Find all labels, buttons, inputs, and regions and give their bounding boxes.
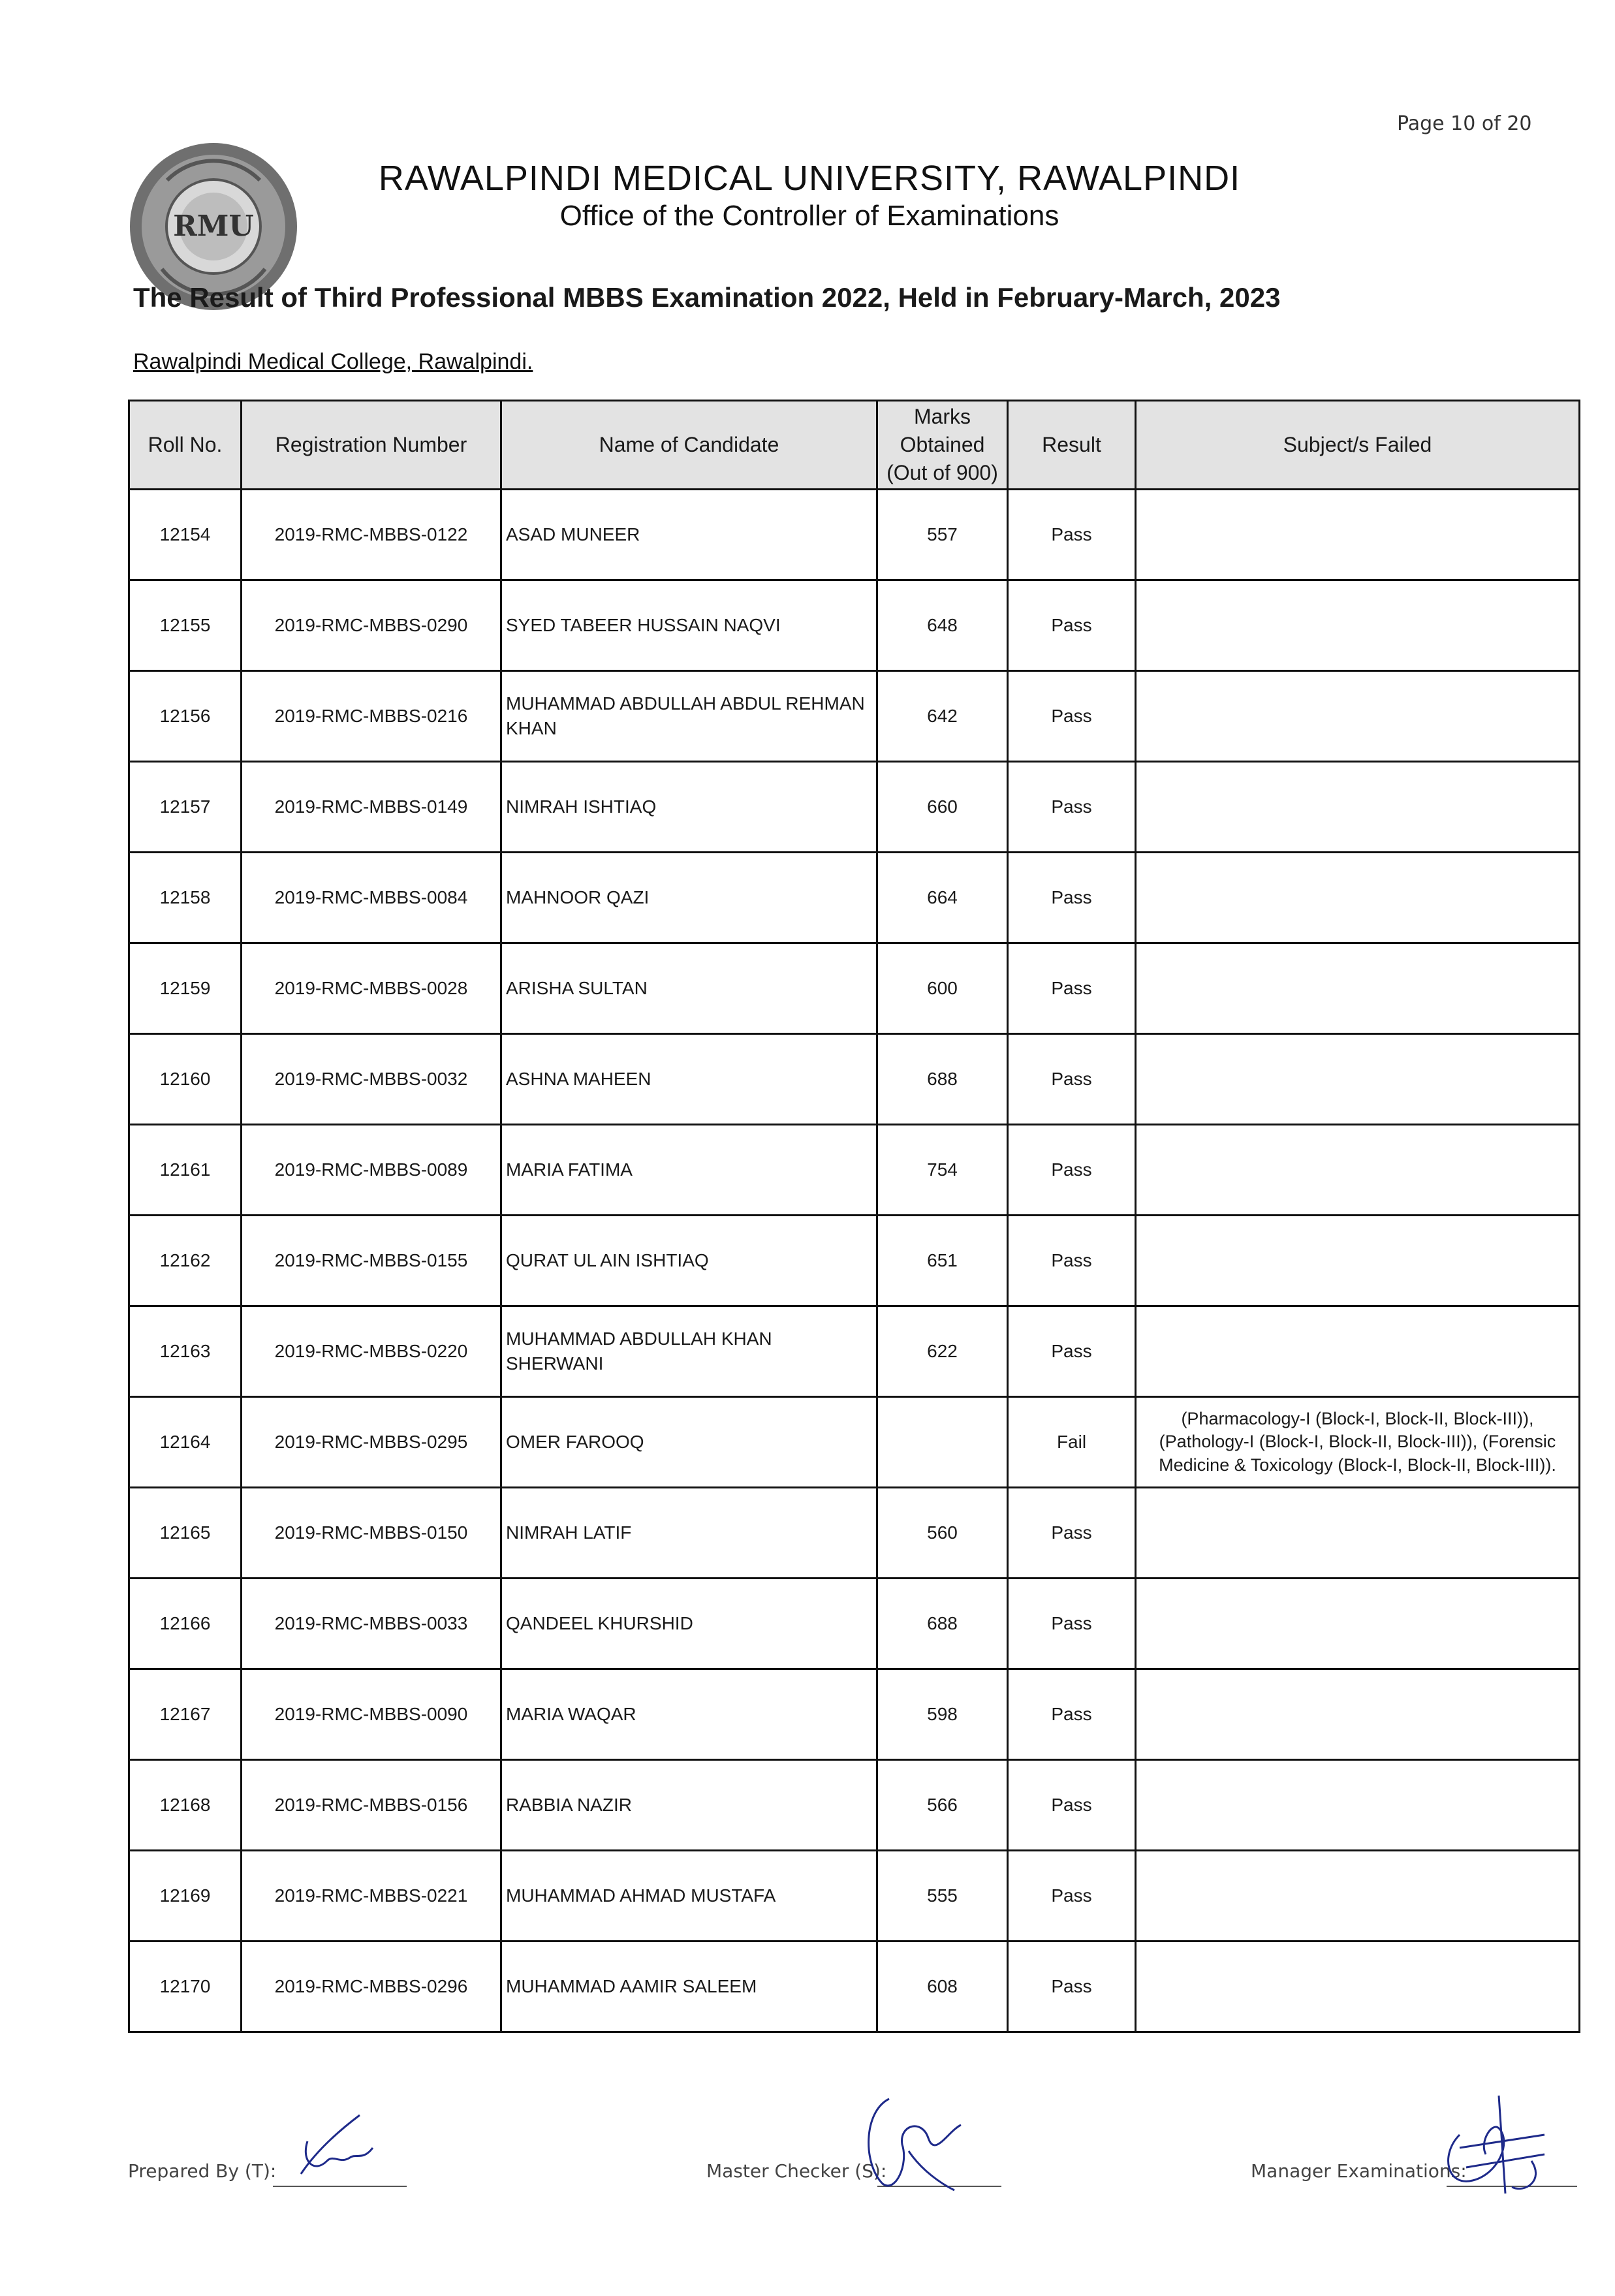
result-cell: Pass bbox=[1008, 762, 1136, 853]
candidate-name-cell: MARIA FATIMA bbox=[501, 1125, 877, 1216]
registration-cell: 2019-RMC-MBBS-0156 bbox=[242, 1760, 501, 1851]
candidate-name-cell: RABBIA NAZIR bbox=[501, 1760, 877, 1851]
master-checker-signature bbox=[850, 2086, 980, 2197]
marks-cell: 600 bbox=[877, 943, 1008, 1034]
result-cell: Pass bbox=[1008, 1760, 1136, 1851]
table-row bbox=[129, 853, 1580, 943]
subjects-failed-cell bbox=[1136, 762, 1580, 853]
marks-cell: 648 bbox=[877, 580, 1008, 671]
registration-cell: 2019-RMC-MBBS-0155 bbox=[242, 1216, 501, 1306]
result-cell: Pass bbox=[1008, 1851, 1136, 1942]
result-cell: Pass bbox=[1008, 1942, 1136, 2032]
header-marks-line1: Marks bbox=[913, 404, 971, 428]
marks-cell: 566 bbox=[877, 1760, 1008, 1851]
registration-cell: 2019-RMC-MBBS-0295 bbox=[242, 1397, 501, 1488]
roll-no-cell: 12155 bbox=[129, 580, 242, 671]
office-name: Office of the Controller of Examinations bbox=[559, 200, 1059, 232]
registration-cell: 2019-RMC-MBBS-0220 bbox=[242, 1306, 501, 1397]
subjects-failed-cell bbox=[1136, 1579, 1580, 1669]
registration-cell: 2019-RMC-MBBS-0032 bbox=[242, 1034, 501, 1125]
header-subjects-failed: Subject/s Failed bbox=[1136, 401, 1580, 490]
header-marks-line2: Obtained bbox=[900, 432, 985, 456]
marks-cell: 555 bbox=[877, 1851, 1008, 1942]
header-marks-line3: (Out of 900) bbox=[886, 461, 998, 485]
roll-no-cell: 12161 bbox=[129, 1125, 242, 1216]
header-registration-number: Registration Number bbox=[242, 401, 501, 490]
candidate-name-cell: OMER FAROOQ bbox=[501, 1397, 877, 1488]
candidate-name-cell: ASAD MUNEER bbox=[501, 490, 877, 580]
registration-cell: 2019-RMC-MBBS-0084 bbox=[242, 853, 501, 943]
header-roll-no: Roll No. bbox=[129, 401, 242, 490]
candidate-name-cell: QURAT UL AIN ISHTIAQ bbox=[501, 1216, 877, 1306]
manager-examinations-label: Manager Examinations: bbox=[1251, 2160, 1467, 2182]
marks-cell: 642 bbox=[877, 671, 1008, 762]
master-checker-label: Master Checker (S): bbox=[706, 2160, 887, 2182]
result-cell: Pass bbox=[1008, 1579, 1136, 1669]
results-table bbox=[128, 400, 1580, 2033]
registration-cell: 2019-RMC-MBBS-0296 bbox=[242, 1942, 501, 2032]
registration-cell: 2019-RMC-MBBS-0221 bbox=[242, 1851, 501, 1942]
table-row bbox=[129, 943, 1580, 1034]
table-row bbox=[129, 1942, 1580, 2032]
table-row bbox=[129, 580, 1580, 671]
table-row bbox=[129, 1306, 1580, 1397]
subjects-failed-cell: (Pharmacology-I (Block-I, Block-II, Block-III)), (Pathology-I (Block-I, Block-II, Block-III)), (Forensic Medicine & Toxicology (Block-I, Block-II, Block-III)). bbox=[1136, 1397, 1580, 1488]
subjects-failed-cell bbox=[1136, 1942, 1580, 2032]
registration-cell: 2019-RMC-MBBS-0122 bbox=[242, 490, 501, 580]
table-row bbox=[129, 1034, 1580, 1125]
subjects-failed-cell bbox=[1136, 1216, 1580, 1306]
roll-no-cell: 12163 bbox=[129, 1306, 242, 1397]
manager-signature bbox=[1434, 2089, 1558, 2200]
result-cell: Pass bbox=[1008, 853, 1136, 943]
marks-cell: 598 bbox=[877, 1669, 1008, 1760]
result-cell: Pass bbox=[1008, 580, 1136, 671]
result-cell: Pass bbox=[1008, 1216, 1136, 1306]
subjects-failed-cell bbox=[1136, 1669, 1580, 1760]
table-row bbox=[129, 1216, 1580, 1306]
candidate-name-cell: NIMRAH LATIF bbox=[501, 1488, 877, 1579]
subjects-failed-cell bbox=[1136, 1488, 1580, 1579]
registration-cell: 2019-RMC-MBBS-0033 bbox=[242, 1579, 501, 1669]
roll-no-cell: 12159 bbox=[129, 943, 242, 1034]
roll-no-cell: 12160 bbox=[129, 1034, 242, 1125]
marks-cell: 557 bbox=[877, 490, 1008, 580]
roll-no-cell: 12156 bbox=[129, 671, 242, 762]
result-cell: Fail bbox=[1008, 1397, 1136, 1488]
roll-no-cell: 12164 bbox=[129, 1397, 242, 1488]
marks-cell: 660 bbox=[877, 762, 1008, 853]
roll-no-cell: 12157 bbox=[129, 762, 242, 853]
university-name: RAWALPINDI MEDICAL UNIVERSITY, RAWALPINDI bbox=[378, 159, 1241, 198]
marks-cell: 651 bbox=[877, 1216, 1008, 1306]
result-cell: Pass bbox=[1008, 1125, 1136, 1216]
roll-no-cell: 12166 bbox=[129, 1579, 242, 1669]
roll-no-cell: 12169 bbox=[129, 1851, 242, 1942]
subjects-failed-cell bbox=[1136, 853, 1580, 943]
registration-cell: 2019-RMC-MBBS-0150 bbox=[242, 1488, 501, 1579]
candidate-name-cell: MAHNOOR QAZI bbox=[501, 853, 877, 943]
roll-no-cell: 12167 bbox=[129, 1669, 242, 1760]
candidate-name-cell: MARIA WAQAR bbox=[501, 1669, 877, 1760]
master-checker-block bbox=[706, 2115, 1007, 2194]
logo-monogram: RMU bbox=[173, 210, 254, 243]
prepared-by-block bbox=[128, 2115, 415, 2194]
table-row bbox=[129, 762, 1580, 853]
result-cell: Pass bbox=[1008, 490, 1136, 580]
result-cell: Pass bbox=[1008, 1034, 1136, 1125]
table-row bbox=[129, 1488, 1580, 1579]
marks-cell: 688 bbox=[877, 1034, 1008, 1125]
candidate-name-cell: NIMRAH ISHTIAQ bbox=[501, 762, 877, 853]
candidate-name-cell: MUHAMMAD AHMAD MUSTAFA bbox=[501, 1851, 877, 1942]
table-row bbox=[129, 1851, 1580, 1942]
table-row bbox=[129, 671, 1580, 762]
subjects-failed-cell bbox=[1136, 1760, 1580, 1851]
roll-no-cell: 12168 bbox=[129, 1760, 242, 1851]
roll-no-cell: 12165 bbox=[129, 1488, 242, 1579]
candidate-name-cell: MUHAMMAD ABDULLAH KHAN SHERWANI bbox=[501, 1306, 877, 1397]
candidate-name-cell: SYED TABEER HUSSAIN NAQVI bbox=[501, 580, 877, 671]
header-candidate-name: Name of Candidate bbox=[501, 401, 877, 490]
marks-cell bbox=[877, 1397, 1008, 1488]
roll-no-cell: 12162 bbox=[129, 1216, 242, 1306]
table-row bbox=[129, 1397, 1580, 1488]
table-row bbox=[129, 1125, 1580, 1216]
subjects-failed-cell bbox=[1136, 943, 1580, 1034]
result-cell: Pass bbox=[1008, 671, 1136, 762]
roll-no-cell: 12154 bbox=[129, 490, 242, 580]
subjects-failed-cell bbox=[1136, 490, 1580, 580]
registration-cell: 2019-RMC-MBBS-0090 bbox=[242, 1669, 501, 1760]
registration-cell: 2019-RMC-MBBS-0028 bbox=[242, 943, 501, 1034]
subjects-failed-cell bbox=[1136, 1125, 1580, 1216]
marks-cell: 560 bbox=[877, 1488, 1008, 1579]
marks-cell: 754 bbox=[877, 1125, 1008, 1216]
header-marks-obtained bbox=[877, 401, 1008, 490]
result-cell: Pass bbox=[1008, 1669, 1136, 1760]
subjects-failed-cell bbox=[1136, 671, 1580, 762]
subjects-failed-cell bbox=[1136, 1034, 1580, 1125]
registration-cell: 2019-RMC-MBBS-0089 bbox=[242, 1125, 501, 1216]
subjects-failed-cell bbox=[1136, 1851, 1580, 1942]
exam-title: The Result of Third Professional MBBS Examination 2022, Held in February-March, 2023 bbox=[133, 282, 1281, 313]
table-row bbox=[129, 490, 1580, 580]
candidate-name-cell: ARISHA SULTAN bbox=[501, 943, 877, 1034]
table-row bbox=[129, 1579, 1580, 1669]
roll-no-cell: 12158 bbox=[129, 853, 242, 943]
candidate-name-cell: MUHAMMAD ABDULLAH ABDUL REHMAN KHAN bbox=[501, 671, 877, 762]
table-row bbox=[129, 1669, 1580, 1760]
registration-cell: 2019-RMC-MBBS-0290 bbox=[242, 580, 501, 671]
result-cell: Pass bbox=[1008, 943, 1136, 1034]
prepared-by-label: Prepared By (T): bbox=[128, 2160, 277, 2182]
marks-cell: 664 bbox=[877, 853, 1008, 943]
table-row bbox=[129, 1760, 1580, 1851]
candidate-name-cell: MUHAMMAD AAMIR SALEEM bbox=[501, 1942, 877, 2032]
roll-no-cell: 12170 bbox=[129, 1942, 242, 2032]
candidate-name-cell: ASHNA MAHEEN bbox=[501, 1034, 877, 1125]
candidate-name-cell: QANDEEL KHURSHID bbox=[501, 1579, 877, 1669]
table-header-row bbox=[129, 401, 1580, 490]
page-number: Page 10 of 20 bbox=[1397, 112, 1532, 135]
prepared-by-signature bbox=[288, 2102, 392, 2187]
college-name: Rawalpindi Medical College, Rawalpindi. bbox=[133, 349, 533, 374]
marks-cell: 608 bbox=[877, 1942, 1008, 2032]
registration-cell: 2019-RMC-MBBS-0149 bbox=[242, 762, 501, 853]
marks-cell: 688 bbox=[877, 1579, 1008, 1669]
subjects-failed-cell bbox=[1136, 580, 1580, 671]
result-cell: Pass bbox=[1008, 1306, 1136, 1397]
marks-cell: 622 bbox=[877, 1306, 1008, 1397]
result-cell: Pass bbox=[1008, 1488, 1136, 1579]
registration-cell: 2019-RMC-MBBS-0216 bbox=[242, 671, 501, 762]
subjects-failed-cell bbox=[1136, 1306, 1580, 1397]
manager-examinations-block bbox=[1251, 2115, 1581, 2194]
header-result: Result bbox=[1008, 401, 1136, 490]
